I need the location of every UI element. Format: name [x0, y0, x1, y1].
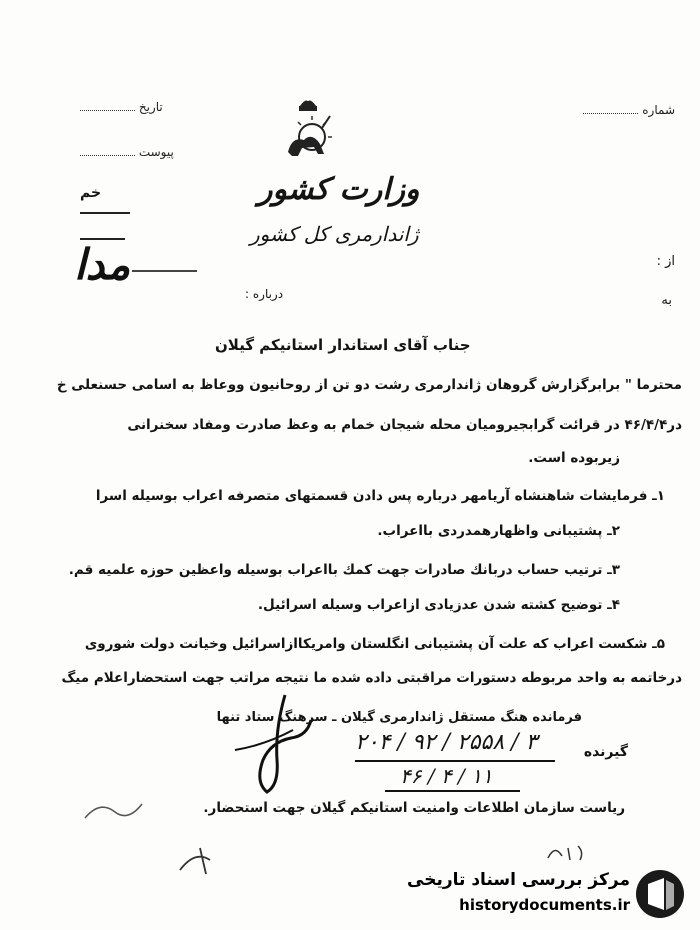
left-margin-fragment: خم [80, 185, 102, 201]
handwritten-date: ۴۶ / ۴ / ۱۱ [400, 764, 493, 788]
date-field [80, 100, 163, 114]
ministry-title: وزارت کشور [258, 172, 420, 207]
list-item-4: ۴ـ توضیح کشته شدن عدزیادی ازاعراب وسیله اسرائیل. [257, 597, 620, 613]
number-label: شماره [642, 103, 675, 117]
recipient-line: جناب آقای استاندار استانیکم گیلان [215, 336, 471, 354]
watermark [405, 866, 690, 924]
gendarmerie-title: ژاندارمری کل کشور [250, 222, 419, 246]
attachment-field [80, 145, 174, 159]
list-item-3: ۳ـ ترتیب حساب دربانك صادرات جهت کمك بااعراب بوسیله واعظین حوزه علمیه قم. [68, 562, 620, 578]
watermark-org-name: مرکز بررسی اسناد تاریخی [407, 870, 630, 890]
margin-rule-1 [80, 212, 130, 214]
bottom-scribble-icon [170, 840, 230, 880]
to-label: به [661, 293, 672, 308]
handwritten-signature-icon [215, 690, 355, 800]
margin-scribble-icon [80, 790, 150, 830]
margin-rule-2 [80, 238, 125, 240]
paragraph-line-1: محترما " برابرگزارش گروهان ژاندارمری رشت دو تن از روحانیون ووعاظ به اسامی حسنعلی خ [56, 377, 682, 393]
list-item-5: ۵ـ شکست اعراب که علت آن پشتیبانی انگلستان وامریکاازاسرائیل وخیانت دولت شوروی [84, 636, 665, 652]
date-label: تاریخ [138, 100, 163, 114]
cc-line: ریاست سازمان اطلاعات وامنیت استانیکم گیلان جهت استحضار. [203, 800, 625, 816]
reference-underline [355, 760, 555, 762]
watermark-site: historydocuments.ir [459, 896, 630, 914]
subject-label: درباره : [245, 287, 284, 301]
stamp-rule [132, 270, 197, 272]
attachment-label: پیوست [138, 145, 174, 159]
list-item-2: ۲ـ پشتیبانی واظهارهمدردی بااعراب. [377, 523, 620, 539]
stamp-text: مدا [74, 244, 131, 289]
paragraph-line-2: در۴۶/۴/۴ در قرائت گرابجیروميان محله شيجان خمام به وعظ صادرت ومفاد سخنرانی [127, 417, 682, 433]
from-label: از : [656, 254, 675, 269]
lion-and-sun-emblem-icon [278, 92, 338, 162]
date-dots [80, 110, 135, 111]
closing-line: درخاتمه به واحد مربوطه دستورات مراقبتی داده شده ما نتیجه مراتب جهت استحضاراعلام میگ [61, 670, 682, 686]
number-field [583, 103, 675, 117]
stamp-box [62, 244, 202, 294]
receiver-label: گیرنده [583, 744, 628, 760]
signature-line: فرمانده هنگ مستقل ژاندارمری گیلان ـ سرهنگ ستاد تنها [216, 710, 582, 725]
reference-number: ۲۰۴ / ۹۲ / ۲۵۵۸ / ۳ [355, 730, 538, 755]
number-dots [583, 113, 638, 114]
paragraph-line-3: زیربوده است. [528, 450, 620, 466]
date-underline [385, 790, 520, 792]
page-number-scribble-icon [540, 838, 600, 868]
list-item-1: ۱ـ فرمایشات شاهنشاه آریامهر درباره پس دادن قسمتهای متصرفه اعراب بوسیله اسرا [95, 488, 665, 504]
archive-logo-icon [634, 868, 686, 920]
attachment-dots [80, 155, 135, 156]
